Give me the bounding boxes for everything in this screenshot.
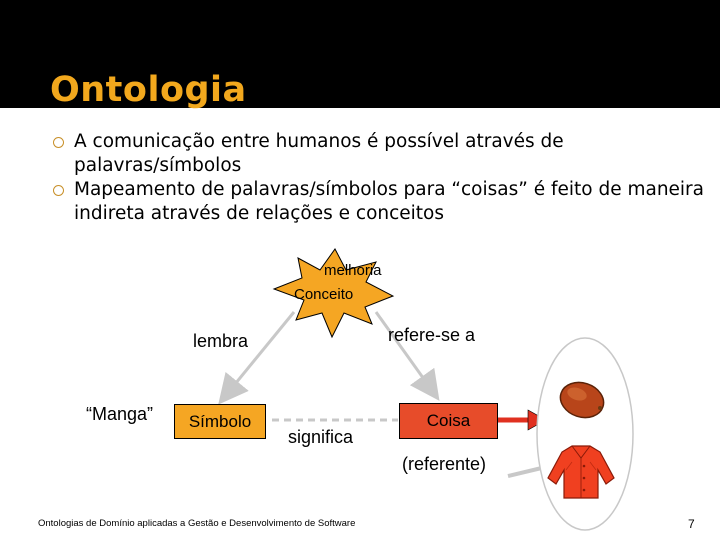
symbol-label: Símbolo bbox=[188, 411, 252, 431]
edge-lembra bbox=[222, 312, 294, 400]
edge-label-refere-se: refere-se a bbox=[388, 325, 476, 345]
burst-top-label: melhoria bbox=[324, 262, 382, 279]
edge-label-significa: significa bbox=[288, 427, 354, 447]
thing-label: Coisa bbox=[426, 411, 471, 430]
bullet-text: A comunicação entre humanos é possível através de palavras/símbolos bbox=[74, 131, 564, 176]
footer-text: Ontologias de Domínio aplicadas a Gestão e Desenvolvimento de Software bbox=[38, 518, 356, 529]
objects-oval bbox=[537, 338, 633, 530]
slide-title: Ontologia bbox=[50, 70, 247, 110]
thing-box bbox=[399, 403, 498, 439]
bullet-text: Mapeamento de palavras/símbolos para “coisas” é feito de maneira indireta através de relações e conceitos bbox=[74, 179, 705, 224]
concept-label: Conceito bbox=[294, 286, 354, 303]
page-number: 7 bbox=[688, 517, 695, 531]
symbol-box bbox=[174, 404, 266, 439]
edge-label-lembra: lembra bbox=[193, 331, 249, 351]
word-label: “Manga” bbox=[86, 404, 154, 424]
referent-label: (referente) bbox=[402, 454, 487, 474]
